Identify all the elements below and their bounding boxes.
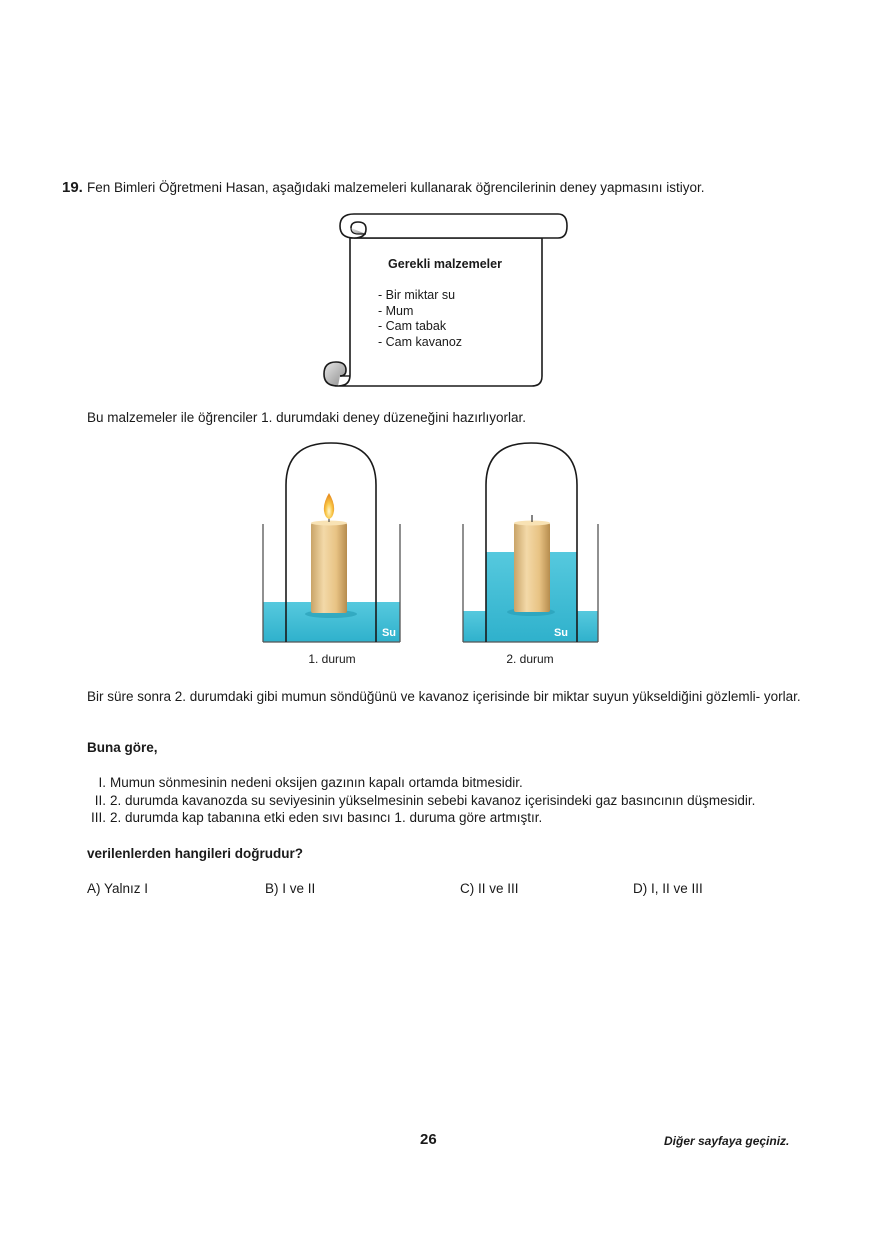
water-label: Su bbox=[553, 627, 568, 639]
setup-2 bbox=[463, 443, 598, 642]
statement-numeral: I. bbox=[98, 775, 106, 790]
page-number: 26 bbox=[420, 1131, 437, 1148]
setup-intro: Bu malzemeler ile öğrenciler 1. durumdaki deney düzeneğini hazırlıyorlar. bbox=[87, 410, 526, 425]
question-number: 19. bbox=[62, 179, 83, 196]
option-c[interactable]: C) II ve III bbox=[460, 881, 519, 896]
materials-item: - Mum bbox=[378, 303, 414, 318]
statement-numeral: III. bbox=[90, 810, 106, 825]
setup-1 bbox=[263, 443, 400, 642]
question-ask: verilenlerden hangileri doğrudur? bbox=[87, 846, 304, 861]
candle-1 bbox=[311, 523, 347, 613]
caption-durum-1: 1. durum bbox=[308, 652, 356, 666]
materials-list bbox=[378, 288, 462, 350]
observation-text: Bir süre sonra 2. durumdaki gibi mumun söndüğünü ve kavanoz içerisinde bir miktar suyun yükseldiğini gözlemli- yorlar. bbox=[87, 689, 801, 704]
statement-text: 2. durumda kavanozda su seviyesinin yükselmesinin sebebi kavanoz içerisindeki gaz basıncının düşmesidir. bbox=[110, 792, 756, 808]
next-page-note: Diğer sayfaya geçiniz. bbox=[664, 1134, 790, 1148]
experiment-figure bbox=[258, 440, 608, 650]
materials-title: Gerekli malzemeler bbox=[388, 257, 502, 271]
statement-numeral: II. bbox=[94, 792, 106, 808]
materials-item: - Bir miktar su bbox=[378, 288, 456, 302]
option-a[interactable]: A) Yalnız I bbox=[87, 881, 149, 896]
lead-text: Buna göre, bbox=[87, 740, 158, 755]
statement bbox=[84, 792, 755, 810]
materials-item: - Cam tabak bbox=[378, 319, 447, 333]
statement bbox=[84, 774, 755, 792]
candle-2 bbox=[514, 523, 550, 612]
option-d[interactable]: D) I, II ve III bbox=[633, 881, 703, 896]
caption-durum-2: 2. durum bbox=[506, 652, 554, 666]
statements bbox=[84, 774, 755, 827]
option-b[interactable]: B) I ve II bbox=[265, 881, 316, 896]
flame-icon bbox=[324, 493, 334, 519]
statement-text: 2. durumda kap tabanına etki eden sıvı basıncı 1. duruma göre artmıştır. bbox=[110, 810, 543, 825]
question-stem: Fen Bimleri Öğretmeni Hasan, aşağıdaki malzemeleri kullanarak öğrencilerinin deney yapmasını istiyor. bbox=[87, 180, 705, 195]
water-label: Su bbox=[381, 627, 396, 639]
materials-item: - Cam kavanoz bbox=[378, 334, 463, 349]
statement bbox=[84, 809, 755, 827]
statement-text: Mumun sönmesinin nedeni oksijen gazının kapalı ortamda bitmesidir. bbox=[110, 775, 523, 790]
